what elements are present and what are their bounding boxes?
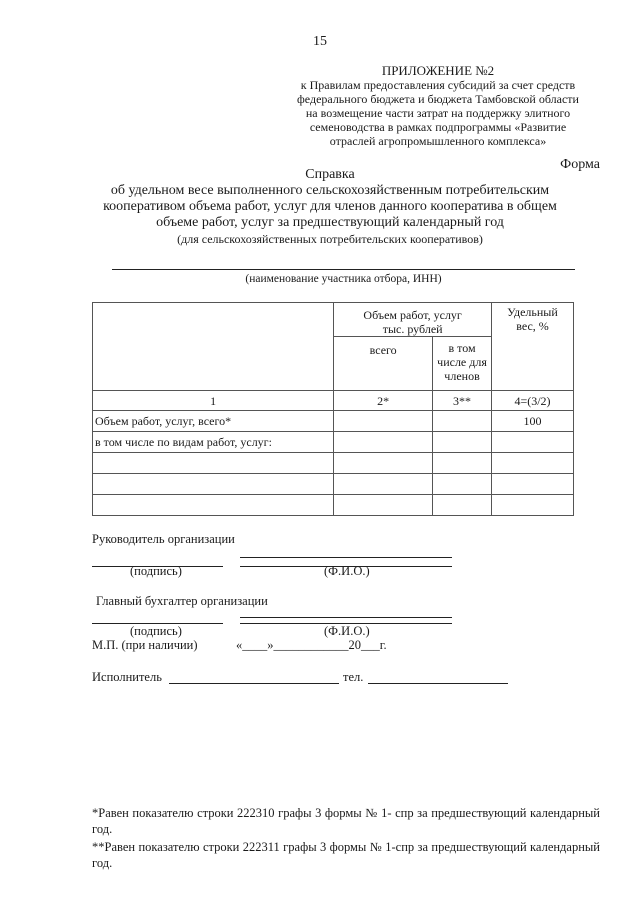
header-members: в том числе для членов (433, 337, 492, 391)
col-number-cell: 1 (93, 391, 334, 411)
document-title (60, 167, 600, 247)
table-cell (491, 495, 573, 516)
table-cell (433, 453, 492, 474)
col-number-cell: 2* (334, 391, 433, 411)
title-line: об удельном весе выполненного сельскохозяйственным потребительским (110, 183, 550, 198)
appendix-title: ПРИЛОЖЕНИЕ №2 (381, 63, 495, 78)
table-cell (433, 411, 492, 432)
header-empty-cell (93, 303, 334, 391)
table-cell (491, 474, 573, 495)
table-cell (433, 432, 492, 453)
col-number-cell: 3** (433, 391, 492, 411)
title-heading: Справка (305, 167, 355, 182)
table-cell (491, 432, 573, 453)
header-total: всего (334, 337, 433, 391)
signature-line (240, 617, 452, 618)
title-line: кооперативом объема работ, услуг для членов данного кооператива в общем (103, 199, 557, 214)
executor-line (169, 683, 339, 684)
phone-line (368, 683, 508, 684)
row-total-label: Объем работ, услуг, всего* (93, 411, 334, 432)
row-total-share: 100 (491, 411, 573, 432)
table-cell (93, 495, 334, 516)
col-number-cell: 4=(3/2) (491, 391, 573, 411)
appendix-line: федерального бюджета и бюджета Тамбовской области (297, 92, 579, 106)
table-cell (93, 453, 334, 474)
table-cell (334, 474, 433, 495)
form-label: Форма (560, 157, 600, 172)
table-cell (433, 474, 492, 495)
title-line: объеме работ, услуг за предшествующий календарный год (156, 215, 504, 230)
header-share: Удельный вес, % (491, 303, 573, 391)
appendix-line: семеноводства в рамках подпрограммы «Развитие (309, 120, 567, 134)
seal-label: М.П. (при наличии) (92, 638, 198, 652)
appendix-line: отраслей агропромышленного комплекса» (329, 134, 547, 148)
sign-caption: (подпись) (130, 624, 182, 638)
sign-caption: (подпись) (130, 564, 182, 578)
accountant-label: Главный бухгалтер организации (96, 594, 268, 608)
table-cell (334, 432, 433, 453)
page-number: 15 (313, 34, 327, 49)
signature-line (240, 557, 452, 558)
title-subtitle: (для сельскохозяйственных потребительских кооперативов) (177, 232, 483, 246)
table-cell (334, 453, 433, 474)
participant-caption: (наименование участника отбора, ИНН) (245, 273, 442, 285)
appendix-block (276, 64, 600, 148)
appendix-line: к Правилам предоставления субсидий за счет средств (300, 78, 576, 92)
executor-label: Исполнитель (92, 670, 162, 684)
table-cell (433, 495, 492, 516)
header-volume: Объем работ, услуг тыс. рублей (334, 303, 492, 337)
name-caption: (Ф.И.О.) (324, 624, 370, 638)
table-cell (491, 453, 573, 474)
row-bytype-label: в том числе по видам работ, услуг: (93, 432, 334, 453)
footnotes (92, 805, 600, 871)
participant-name-line (112, 269, 575, 270)
head-label: Руководитель организации (92, 532, 235, 546)
date-line: «____»____________20___г. (236, 638, 387, 652)
data-table (92, 302, 574, 516)
footnote: *Равен показателю строки 222310 графы 3 формы № 1- спр за предшествующий календарный год. (92, 806, 600, 836)
table-cell (93, 474, 334, 495)
appendix-line: на возмещение части затрат на поддержку элитного (305, 106, 571, 120)
phone-label: тел. (343, 670, 364, 684)
footnote: **Равен показателю строки 222311 графы 3 формы № 1-спр за предшествующий календарный год. (92, 840, 600, 870)
table-cell (334, 495, 433, 516)
name-caption: (Ф.И.О.) (324, 564, 370, 578)
table-cell (334, 411, 433, 432)
